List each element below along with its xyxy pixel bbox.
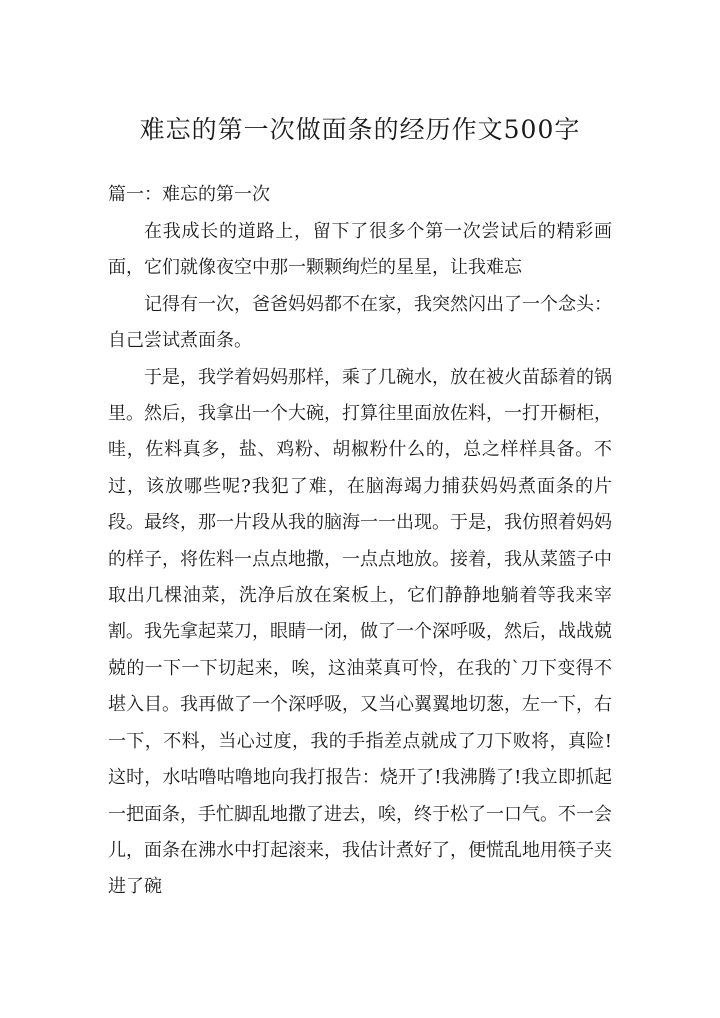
paragraph: 于是，我学着妈妈那样，乘了几碗水，放在被火苗舔着的锅里。然后，我拿出一个大碗，打算往里面放佐料，一打开橱柜，哇，佐料真多，盐、鸡粉、胡椒粉什么的，总之样样具备。不过，该放哪些呢?我犯了难，在脑海竭力捕获妈妈煮面条的片段。最终，那一片段从我的脑海一一出现。于是，我仿照着妈妈的样子，将佐料一点点地撒，一点点地放。接着，我从菜篮子中取出几棵油菜，洗净后放在案板上，它们静静地躺着等我来宰割。我先拿起菜刀，眼睛一闭，做了一个深呼吸，然后，战战兢兢的一下一下切起来，唉，这油菜真可怜，在我的`刀下变得不堪入目。我再做了一个深呼吸，又当心翼翼地切葱，左一下，右一下，不料，当心过度，我的手指差点就成了刀下败将，真险!这时，水咕噜咕噜地向我打报告：烧开了!我沸腾了!我立即抓起一把面条，手忙脚乱地撒了进去，唉，终于松了一口气。不一会儿，面条在沸水中打起滚来，我估计煮好了，便慌乱地用筷子夹进了碗 — [108, 366, 612, 898]
paragraph: 在我成长的道路上，留下了很多个第一次尝试后的精彩画面，它们就像夜空中那一颗颗绚烂的星星，让我难忘 — [108, 221, 612, 279]
essay-body — [108, 214, 612, 906]
paragraph: 记得有一次，爸爸妈妈都不在家，我突然闪出了一个念头：自己尝试煮面条。 — [108, 293, 612, 352]
document-title: 难忘的第一次做面条的经历作文500字 — [139, 115, 581, 144]
section-heading: 篇一：难忘的第一次 — [108, 184, 270, 205]
